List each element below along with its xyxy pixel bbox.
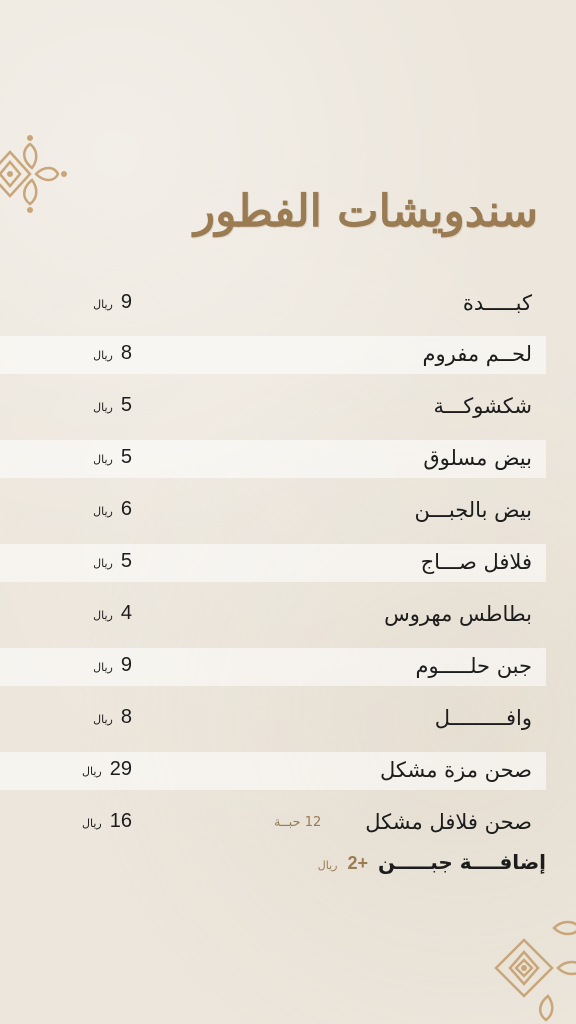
price-value: 9 — [120, 654, 132, 676]
price-currency: ريال — [93, 505, 113, 518]
arabesque-ornament-icon — [488, 900, 576, 1024]
price-currency: ريال — [93, 713, 113, 726]
addon-price: +2 — [347, 853, 369, 873]
menu-title: سندويشات الفطور — [193, 186, 538, 237]
item-name: شكشوكـــة — [433, 394, 532, 418]
price-value: 29 — [109, 758, 132, 780]
item-price — [72, 498, 132, 521]
price-value: 8 — [120, 342, 132, 364]
item-price — [72, 394, 132, 417]
item-price — [72, 654, 132, 677]
item-name: لحــم مفروم — [422, 342, 532, 366]
item-price — [72, 758, 132, 781]
addon-label: إضافــــة جبـــــن — [378, 850, 546, 874]
price-value: 6 — [120, 498, 132, 520]
price-value: 4 — [120, 602, 132, 624]
menu-item — [0, 492, 546, 530]
item-name: بطاطس مهروس — [384, 602, 532, 626]
item-name: كبـــــدة — [462, 291, 532, 315]
item-price — [72, 602, 132, 625]
menu-item — [0, 388, 546, 426]
item-name: جبن حلـــــوم — [415, 654, 532, 678]
addon-currency: ريال — [317, 859, 338, 872]
item-price — [72, 446, 132, 469]
item-note: 12 حبــة — [274, 815, 322, 830]
menu-item — [0, 752, 546, 790]
item-name: بيض بالجبـــن — [414, 498, 532, 522]
addon-line — [318, 850, 546, 874]
price-currency: ريال — [93, 557, 113, 570]
menu-item — [0, 285, 546, 323]
price-currency: ريال — [93, 349, 113, 362]
price-currency: ريال — [93, 453, 113, 466]
price-currency: ريال — [93, 661, 113, 674]
price-currency: ريال — [93, 401, 113, 414]
item-price — [72, 550, 132, 573]
menu-item — [0, 648, 546, 686]
menu-item — [0, 596, 546, 634]
item-price — [72, 706, 132, 729]
menu-item — [0, 440, 546, 478]
item-name: فلافل صـــاج — [420, 550, 532, 574]
price-value: 8 — [120, 706, 132, 728]
price-currency: ريال — [82, 765, 102, 778]
price-value: 5 — [120, 394, 132, 416]
price-currency: ريال — [82, 817, 102, 830]
item-price — [72, 291, 132, 314]
price-value: 5 — [120, 550, 132, 572]
price-value: 16 — [109, 810, 132, 832]
item-name: وافـــــــــل — [434, 706, 532, 730]
price-value: 5 — [120, 446, 132, 468]
price-currency: ريال — [93, 609, 113, 622]
menu-item — [0, 804, 546, 842]
item-name: صحن فلافل مشكل — [365, 810, 532, 834]
menu-item — [0, 544, 546, 582]
item-price — [72, 810, 132, 833]
price-value: 9 — [120, 291, 132, 313]
item-name: صحن مزة مشكل — [379, 758, 532, 782]
menu-item — [0, 336, 546, 374]
item-price — [72, 342, 132, 365]
price-currency: ريال — [93, 298, 113, 311]
item-name: بيض مسلوق — [423, 446, 532, 470]
arabesque-ornament-icon — [0, 132, 78, 232]
menu-item — [0, 700, 546, 738]
